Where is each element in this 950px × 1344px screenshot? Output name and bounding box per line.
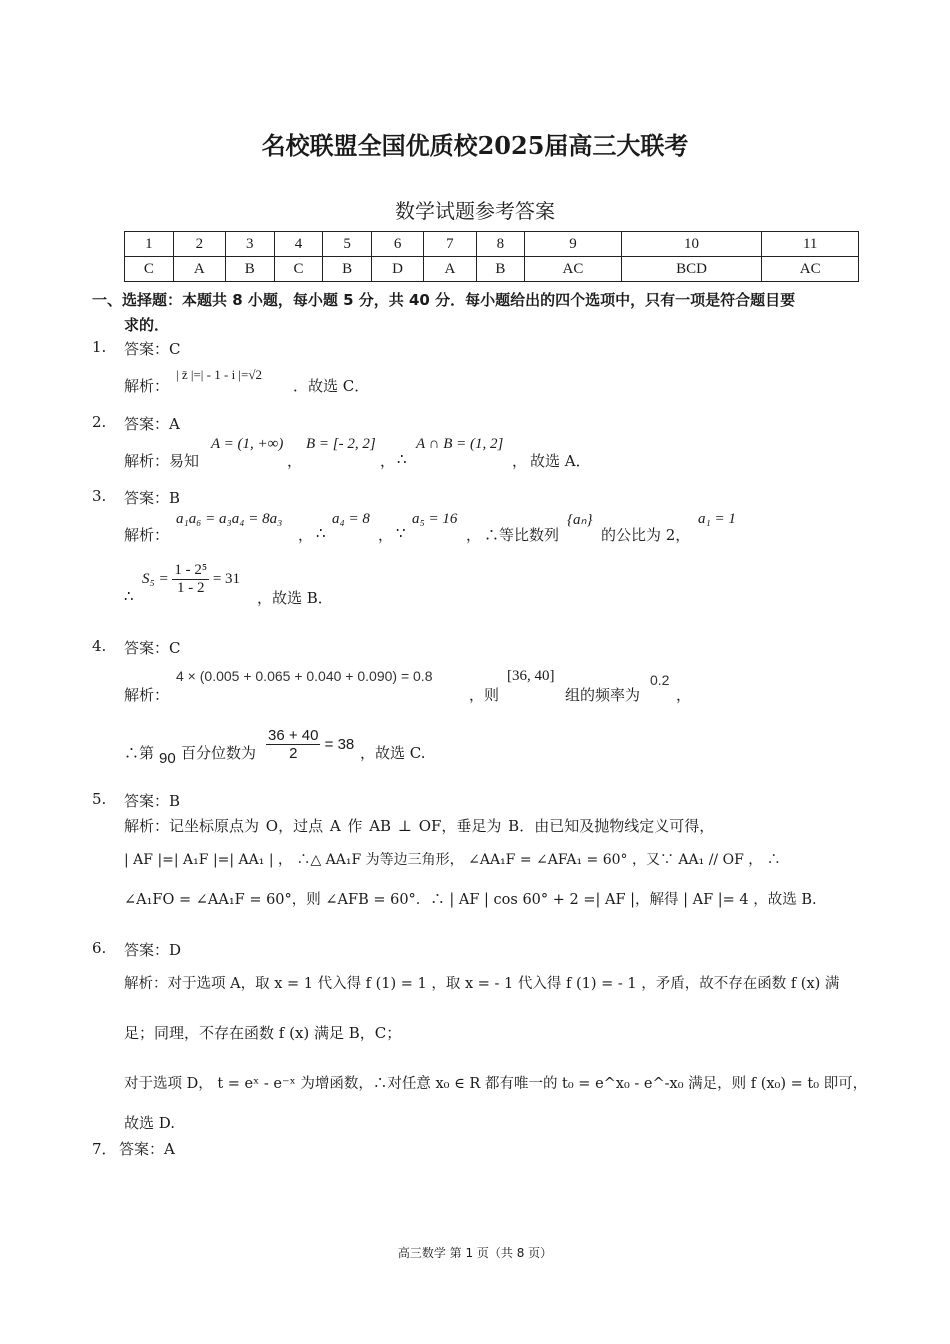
answer-line: 答案：D	[124, 941, 182, 959]
math-expression: B = [- 2, 2]	[306, 436, 376, 452]
fraction-numerator: 1 - 2⁵	[174, 562, 208, 578]
fraction-denominator: 2	[289, 745, 298, 762]
explanation-text: ∠A₁FO = ∠AA₁F = 60°，则 ∠AFB = 60°．∴ | AF | cos 60° + 2 =| AF |，解得 | AF |= 4 ，故选 B.	[124, 892, 817, 908]
table-cell: 7	[424, 232, 476, 257]
comma: ，	[676, 686, 692, 704]
therefore-symbol: ∴	[316, 524, 326, 542]
question-number: 6.	[92, 939, 107, 957]
explanation-text: ，则	[469, 686, 500, 704]
question-number: 7．	[92, 1140, 117, 1158]
math-expression: a₅ = 16	[412, 511, 458, 527]
explanation-text: 组的频率为	[565, 686, 641, 704]
table-cell: BCD	[621, 257, 762, 282]
answer-line: 答案：A	[124, 415, 180, 433]
question-number: 4.	[92, 637, 107, 655]
sum-formula	[142, 562, 240, 597]
section-heading-line: 求的．	[124, 316, 170, 334]
table-cell: B	[225, 257, 274, 282]
answer-line: 答案：C	[124, 639, 181, 657]
comma: ，	[378, 526, 394, 544]
answer-line: 答案：B	[124, 489, 181, 507]
therefore-symbol: ∴	[124, 587, 134, 605]
explanation-text: 解析：记坐标原点为 O，过点 A 作 AB ⊥ OF，垂足为 B．由已知及抛物线定义可得，	[124, 817, 715, 835]
table-cell: 2	[173, 232, 225, 257]
comma: ，	[298, 526, 314, 544]
math-expression: a₁ = 1	[698, 511, 736, 527]
explanation-text: ．故选 C．	[293, 377, 370, 395]
comma: ，	[512, 452, 528, 470]
explanation-text: 故选 D.	[124, 1114, 176, 1132]
question-number: 5.	[92, 790, 107, 808]
math-expression: a₄ = 8	[332, 511, 370, 527]
math-expression: 90	[159, 750, 176, 767]
answer-table-number-row	[125, 232, 859, 257]
table-cell: 3	[225, 232, 274, 257]
table-cell: D	[371, 257, 423, 282]
explanation-label: 解析：	[124, 377, 170, 395]
answer-table-answer-row	[125, 257, 859, 282]
table-cell: B	[476, 257, 525, 282]
page-title: 名校联盟全国优质校2025届高三大联考	[261, 131, 689, 160]
math-expression: 0.2	[650, 672, 670, 688]
answer-line: 答案：B	[124, 792, 181, 810]
table-cell: C	[125, 257, 174, 282]
table-cell: 11	[762, 232, 859, 257]
comma: ，	[287, 452, 303, 470]
explanation-text: 故选 A．	[530, 452, 591, 470]
table-cell: AC	[525, 257, 622, 282]
explanation-text: 的公比为 2，	[601, 526, 691, 544]
math-expression: = 38	[324, 736, 355, 753]
because-symbol: ∵	[396, 524, 406, 542]
answer-line: 答案：C	[124, 340, 181, 358]
math-expression: a₁a₆ = a₃a₄ = 8a₃	[176, 511, 283, 527]
table-cell: 4	[274, 232, 323, 257]
math-expression: A = (1, +∞)	[211, 436, 284, 452]
fraction	[266, 727, 320, 762]
math-expression: A ∩ B = (1, 2]	[416, 436, 504, 452]
table-cell: A	[173, 257, 225, 282]
fraction-numerator: 36 + 40	[268, 727, 319, 744]
explanation-text: 对于选项 D， t = eˣ - e⁻ˣ 为增函数，∴对任意 x₀ ∈ R 都有唯一的 t₀ = e^x₀ - e^-x₀ 满足，则 f (x₀) = t₀ 即可，	[124, 1076, 868, 1092]
explanation-label: 解析：	[124, 526, 170, 544]
section-heading	[92, 288, 862, 338]
explanation-label: 解析：	[124, 686, 170, 704]
question-number: 2.	[92, 413, 107, 431]
fraction-denominator: 1 - 2	[176, 580, 205, 596]
table-cell: 8	[476, 232, 525, 257]
page-footer: 高三数学 第 1 页（共 8 页）	[397, 1246, 553, 1260]
table-cell: 5	[323, 232, 372, 257]
explanation-label: 解析：易知	[124, 452, 200, 470]
explanation-text: ∴等比数列	[484, 526, 560, 544]
table-cell: 9	[525, 232, 622, 257]
answer-table	[124, 231, 859, 282]
explanation-text: 百分位数为	[181, 744, 257, 762]
table-cell: A	[424, 257, 476, 282]
math-expression: | z̄ |=| - 1 - i |=√2	[176, 367, 262, 382]
table-cell: B	[323, 257, 372, 282]
explanation-text: 解析：对于选项 A，取 x = 1 代入得 f (1) = 1 ，取 x = - 1 代入得 f (1) = - 1 ，矛盾，故不存在函数 f (x) 满	[124, 976, 840, 992]
table-cell: AC	[762, 257, 859, 282]
answer-line: 答案：A	[119, 1140, 175, 1158]
percentile-formula	[266, 727, 354, 762]
comma: ，	[380, 452, 396, 470]
question-number: 3.	[92, 487, 107, 505]
math-expression: {aₙ}	[567, 512, 593, 528]
explanation-text: ∴第	[124, 744, 155, 762]
explanation-text: 足；同理，不存在函数 f (x) 满足 B，C；	[124, 1024, 402, 1042]
section-heading-line: 一、选择题：本题共 8 小题，每小题 5 分，共 40 分．每小题给出的四个选项中，只有一项是符合题目要	[92, 291, 796, 309]
question-number: 1.	[92, 338, 107, 356]
explanation-text: ，故选 B．	[257, 589, 333, 607]
table-cell: 1	[125, 232, 174, 257]
math-expression: [36, 40]	[507, 668, 555, 684]
math-expression: = 31	[212, 571, 241, 587]
comma: ，	[466, 526, 482, 544]
explanation-text: ，故选 C.	[360, 744, 426, 762]
page-subtitle: 数学试题参考答案	[395, 199, 555, 223]
therefore-symbol: ∴	[397, 450, 407, 468]
math-expression: 4 × (0.005 + 0.065 + 0.040 + 0.090) = 0.8	[176, 668, 433, 684]
table-cell: 6	[371, 232, 423, 257]
table-cell: C	[274, 257, 323, 282]
fraction	[172, 562, 209, 597]
explanation-text: | AF |=| A₁F |=| AA₁ | ， ∴△ AA₁F 为等边三角形， ∠AA₁F = ∠AFA₁ = 60° ，又∵ AA₁ // OF ， ∴	[124, 852, 781, 868]
math-expression: S₅ =	[142, 571, 169, 587]
table-cell: 10	[621, 232, 762, 257]
